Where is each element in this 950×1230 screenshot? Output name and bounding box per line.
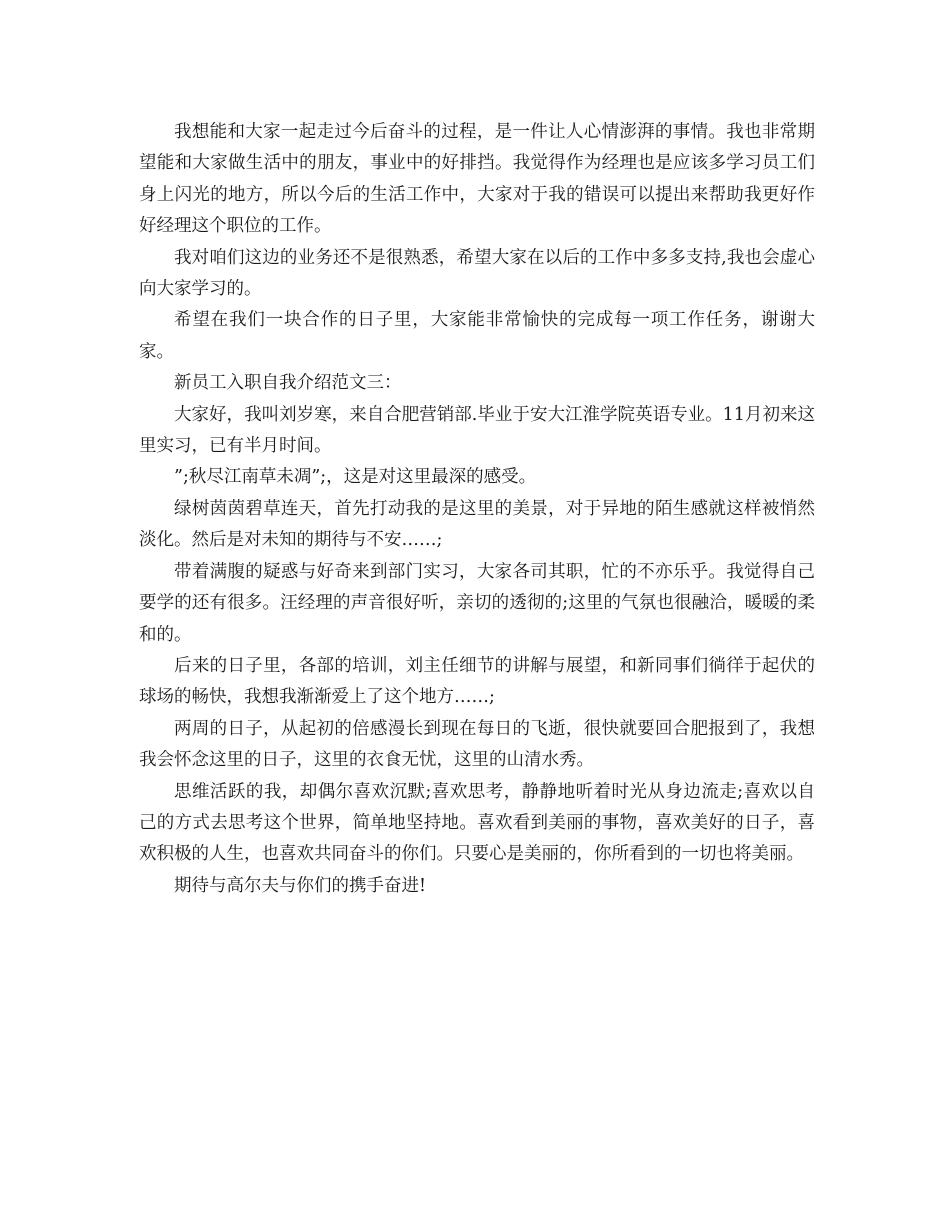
paragraph: 两周的日子，从起初的倍感漫长到现在每日的飞逝，很快就要回合肥报到了，我想我会怀念这里的日子，这里的衣食无忧，这里的山清水秀。: [139, 718, 815, 771]
paragraph: 期待与高尔夫与你们的携手奋进!: [174, 875, 427, 896]
document-body: [139, 117, 815, 902]
paragraph: 思维活跃的我，却偶尔喜欢沉默;喜欢思考，静静地听着时光从身边流走;喜欢以自己的方式去思考这个世界，简单地坚持地。喜欢看到美丽的事物，喜欢美好的日子，喜欢积极的人生，也喜欢共同奋斗的你们。只要心是美丽的，你所看到的一切也将美丽。: [139, 781, 815, 865]
paragraph: 带着满腹的疑惑与好奇来到部门实习，大家各司其职，忙的不亦乐乎。我觉得自己要学的还有很多。汪经理的声音很好听，亲切的透彻的;这里的气氛也很融洽，暖暖的柔和的。: [139, 561, 815, 645]
paragraph: ”;秋尽江南草未凋”;，这是对这里最深的感受。: [174, 467, 537, 488]
paragraph: 我对咱们这边的业务还不是很熟悉，希望大家在以后的工作中多多支持,我也会虚心向大家学习的。: [139, 247, 815, 300]
paragraph: 绿树茵茵碧草连天，首先打动我的是这里的美景，对于异地的陌生感就这样被悄然淡化。然后是对未知的期待与不安……;: [139, 498, 815, 551]
paragraph: 大家好，我叫刘岁寒，来自合肥营销部.毕业于安大江淮学院英语专业。11月初来这里实习，已有半月时间。: [139, 404, 815, 457]
paragraph: 后来的日子里，各部的培训，刘主任细节的讲解与展望，和新同事们徜徉于起伏的球场的畅快，我想我渐渐爱上了这个地方……;: [139, 655, 815, 708]
paragraph: 我想能和大家一起走过今后奋斗的过程，是一件让人心情澎湃的事情。我也非常期望能和大家做生活中的朋友，事业中的好排挡。我觉得作为经理也是应该多学习员工们身上闪光的地方，所以今后的生活工作中，大家对于我的错误可以提出来帮助我更好作好经理这个职位的工作。: [139, 122, 815, 237]
paragraph: 希望在我们一块合作的日子里，大家能非常愉快的完成每一项工作任务，谢谢大家。: [139, 310, 815, 362]
section-heading: 新员工入职自我介绍范文三：: [174, 373, 402, 394]
